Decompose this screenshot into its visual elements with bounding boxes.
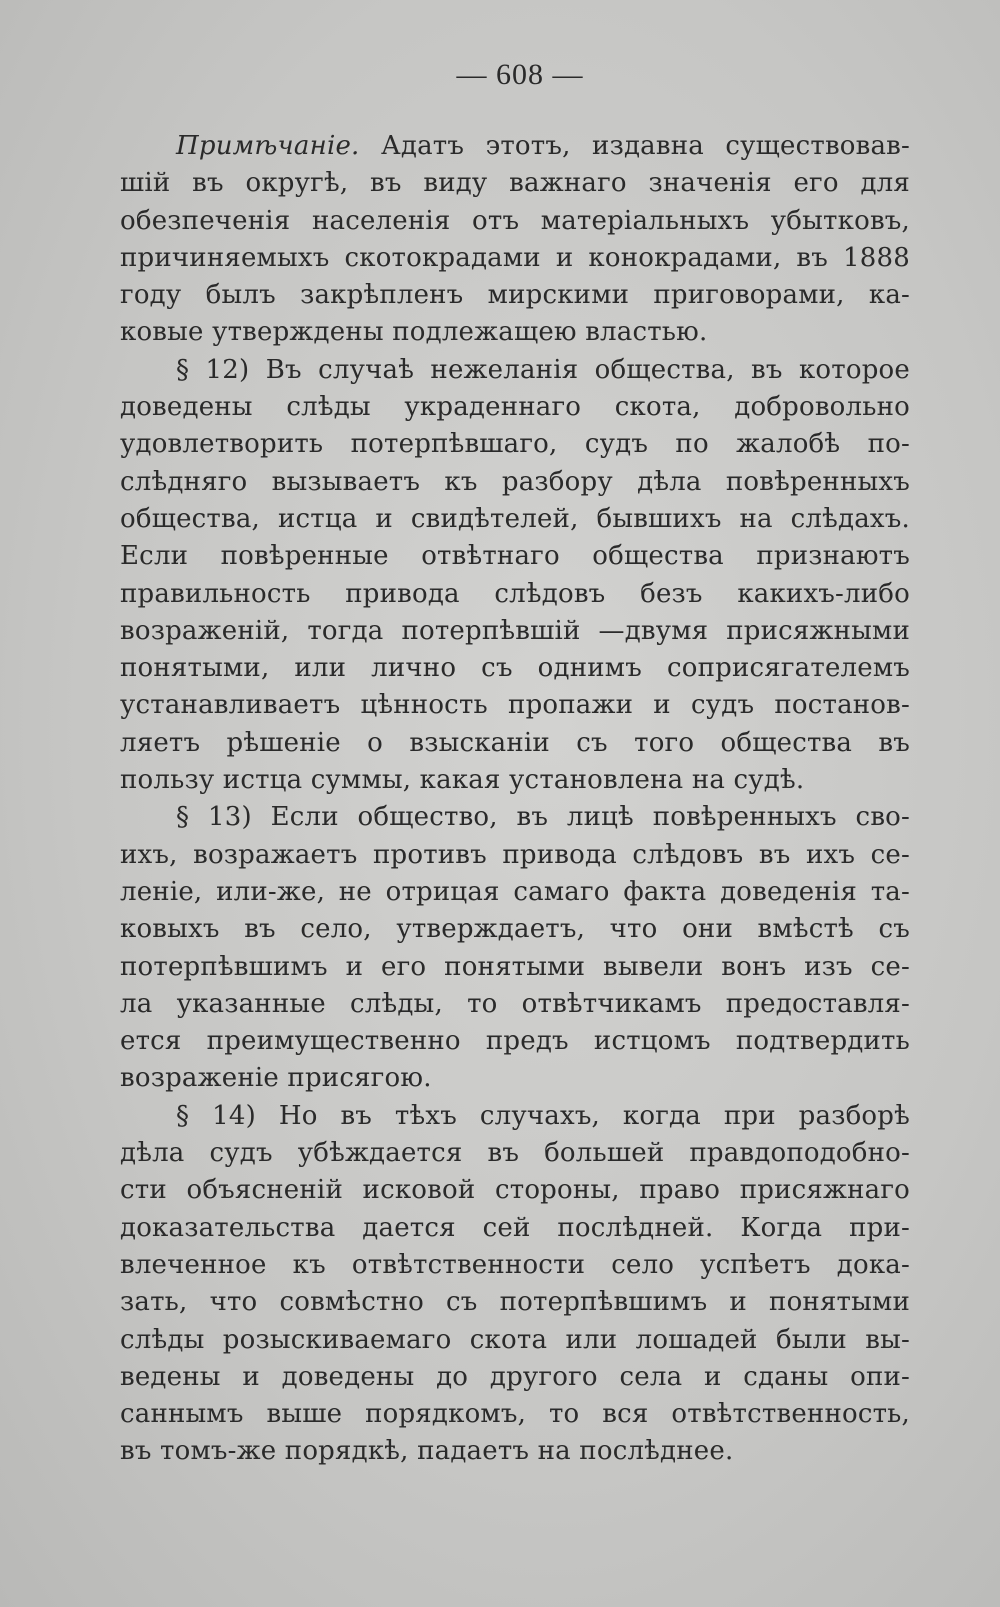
text-line: доведены слѣды украденнаго скота, добровольно bbox=[120, 392, 910, 423]
text-line: дѣла судъ убѣждается въ большей правдоподобно- bbox=[120, 1138, 910, 1169]
text-line: причиняемыхъ скотокрадами и конокрадами, въ 1888 bbox=[120, 242, 910, 273]
section-13-paragraph bbox=[120, 799, 910, 1097]
text-line: сти объясненій исковой стороны, право присяжнаго bbox=[120, 1175, 910, 1206]
text-line: обезпеченія населенія отъ матеріальныхъ убытковъ, bbox=[120, 205, 910, 236]
text-line: удовлетворить потерпѣвшаго, судъ по жалобѣ по- bbox=[120, 429, 910, 460]
page-text bbox=[120, 128, 910, 1471]
text-line: пользу истца суммы, какая установлена на судѣ. bbox=[120, 765, 805, 796]
text-line: общества, истца и свидѣтелей, бывшихъ на слѣдахъ. bbox=[120, 503, 910, 534]
text-line: возраженіе присягою. bbox=[120, 1063, 432, 1094]
text-line bbox=[120, 128, 910, 165]
text-line: понятыми, или лично съ однимъ соприсягателемъ bbox=[120, 653, 910, 684]
note-paragraph bbox=[120, 128, 910, 352]
text-line: § 14) Но въ тѣхъ случахъ, когда при разборѣ bbox=[176, 1100, 910, 1131]
text-line: саннымъ выше порядкомъ, то вся отвѣтственность, bbox=[120, 1399, 910, 1430]
text-line: шій въ округѣ, въ виду важнаго значенія его для bbox=[120, 168, 910, 199]
section-14-paragraph bbox=[120, 1098, 910, 1471]
page-number: — 608 — bbox=[456, 58, 584, 91]
text-line: ведены и доведены до другого села и сданы опи- bbox=[120, 1361, 910, 1392]
text-line: въ томъ-же порядкѣ, падаетъ на послѣднее. bbox=[120, 1436, 734, 1467]
note-label: Примѣчаніе. bbox=[176, 131, 360, 161]
text-line: ляетъ рѣшеніе о взысканіи съ того общества въ bbox=[120, 727, 910, 758]
text-line: § 12) Въ случаѣ нежеланія общества, въ которое bbox=[176, 354, 910, 385]
text-line: Если повѣренные отвѣтнаго общества признаютъ bbox=[120, 541, 910, 572]
text-line: возраженій, тогда потерпѣвшій —двумя присяжными bbox=[120, 615, 910, 646]
text-line: ковые утверждены подлежащею властью. bbox=[120, 317, 708, 348]
text-line: § 13) Если общество, въ лицѣ повѣренныхъ сво- bbox=[176, 802, 910, 833]
text-line: устанавливаетъ цѣнность пропажи и судъ постанов- bbox=[120, 690, 910, 721]
text-line: году былъ закрѣпленъ мирскими приговорами, ка- bbox=[120, 280, 910, 311]
text-line: ковыхъ въ село, утверждаетъ, что они вмѣстѣ съ bbox=[120, 914, 910, 945]
text-line: зать, что совмѣстно съ потерпѣвшимъ и понятыми bbox=[120, 1287, 910, 1318]
text-line: потерпѣвшимъ и его понятыми вывели вонъ изъ се- bbox=[120, 951, 910, 982]
text-line: слѣды розыскиваемаго скота или лошадей были вы- bbox=[120, 1324, 910, 1355]
text-line: ется преимущественно предъ истцомъ подтвердить bbox=[120, 1026, 910, 1057]
text-line: правильность привода слѣдовъ безъ какихъ-либо bbox=[120, 578, 910, 609]
note-text: Адатъ этотъ, издавна существовав- bbox=[381, 131, 911, 161]
text-line: ла указанные слѣды, то отвѣтчикамъ предоставля- bbox=[120, 988, 910, 1019]
text-line: влеченное къ отвѣтственности село успѣетъ дока- bbox=[120, 1249, 910, 1280]
text-line: ихъ, возражаетъ противъ привода слѣдовъ въ ихъ се- bbox=[120, 839, 910, 870]
text-line: доказательства дается сей послѣдней. Когда при- bbox=[120, 1212, 910, 1243]
section-12-paragraph bbox=[120, 352, 910, 800]
text-line: леніе, или-же, не отрицая самаго факта доведенія та- bbox=[120, 876, 910, 907]
text-line: слѣдняго вызываетъ къ разбору дѣла повѣренныхъ bbox=[120, 466, 910, 497]
